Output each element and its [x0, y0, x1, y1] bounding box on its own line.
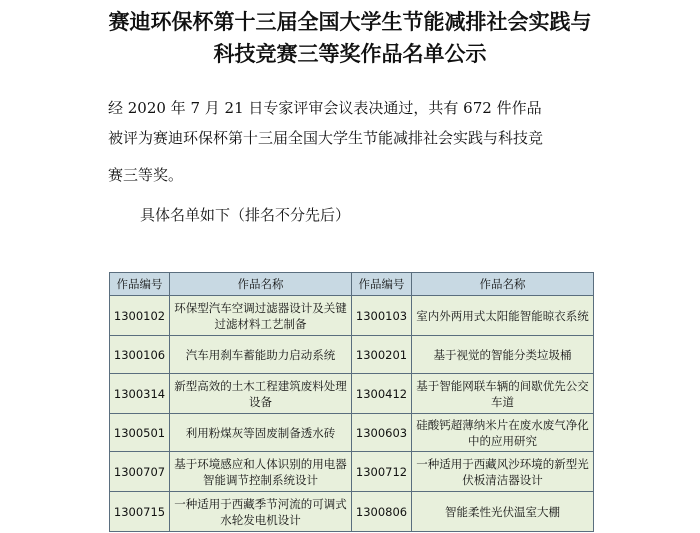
work-name: 基于智能网联车辆的间歇优先公交车道	[412, 374, 594, 414]
work-name: 汽车用刹车蓄能助力启动系统	[170, 336, 352, 374]
table-row	[110, 296, 594, 336]
header-code-2: 作品编号	[352, 273, 412, 296]
awards-table	[109, 272, 594, 532]
table-row	[110, 336, 594, 374]
page-title-line-2: 科技竞赛三等奖作品名单公示	[213, 42, 487, 66]
work-code: 1300314	[110, 374, 170, 414]
table-row	[110, 414, 594, 452]
work-name: 环保型汽车空调过滤器设计及关键过滤材料工艺制备	[170, 296, 352, 336]
work-name: 一种适用于西藏风沙环境的新型光伏板清洁器设计	[412, 452, 594, 492]
table-row	[110, 452, 594, 492]
work-name: 智能柔性光伏温室大棚	[412, 492, 594, 532]
work-code: 1300806	[352, 492, 412, 532]
work-code: 1300201	[352, 336, 412, 374]
work-code: 1300603	[352, 414, 412, 452]
work-code: 1300103	[352, 296, 412, 336]
work-name: 利用粉煤灰等固废制备透水砖	[170, 414, 352, 452]
work-code: 1300102	[110, 296, 170, 336]
work-name: 一种适用于西藏季节河流的可调式水轮发电机设计	[170, 492, 352, 532]
work-name: 硅酸钙超薄纳米片在废水废气净化中的应用研究	[412, 414, 594, 452]
table-header-row	[110, 273, 594, 296]
page-title-line-1: 赛迪环保杯第十三届全国大学生节能减排社会实践与	[108, 10, 592, 34]
table-row	[110, 374, 594, 414]
header-name-2: 作品名称	[412, 273, 594, 296]
table-row	[110, 492, 594, 532]
work-code: 1300712	[352, 452, 412, 492]
work-name: 基于环境感应和人体识别的用电器智能调节控制系统设计	[170, 452, 352, 492]
work-code: 1300106	[110, 336, 170, 374]
work-name: 室内外两用式太阳能智能晾衣系统	[412, 296, 594, 336]
intro-line-3: 赛三等奖。	[108, 166, 184, 184]
work-code: 1300501	[110, 414, 170, 452]
work-name: 基于视觉的智能分类垃圾桶	[412, 336, 594, 374]
work-code: 1300412	[352, 374, 412, 414]
list-intro: 具体名单如下（排名不分先后）	[140, 206, 351, 224]
intro-line-2: 被评为赛迪环保杯第十三届全国大学生节能减排社会实践与科技竞	[108, 129, 544, 147]
header-code: 作品编号	[110, 273, 170, 296]
work-code: 1300707	[110, 452, 170, 492]
header-name: 作品名称	[170, 273, 352, 296]
intro-line-1: 经 2020 年 7 月 21 日专家评审会议表决通过，共有 672 件作品	[108, 99, 542, 117]
work-code: 1300715	[110, 492, 170, 532]
work-name: 新型高效的土木工程建筑废料处理设备	[170, 374, 352, 414]
